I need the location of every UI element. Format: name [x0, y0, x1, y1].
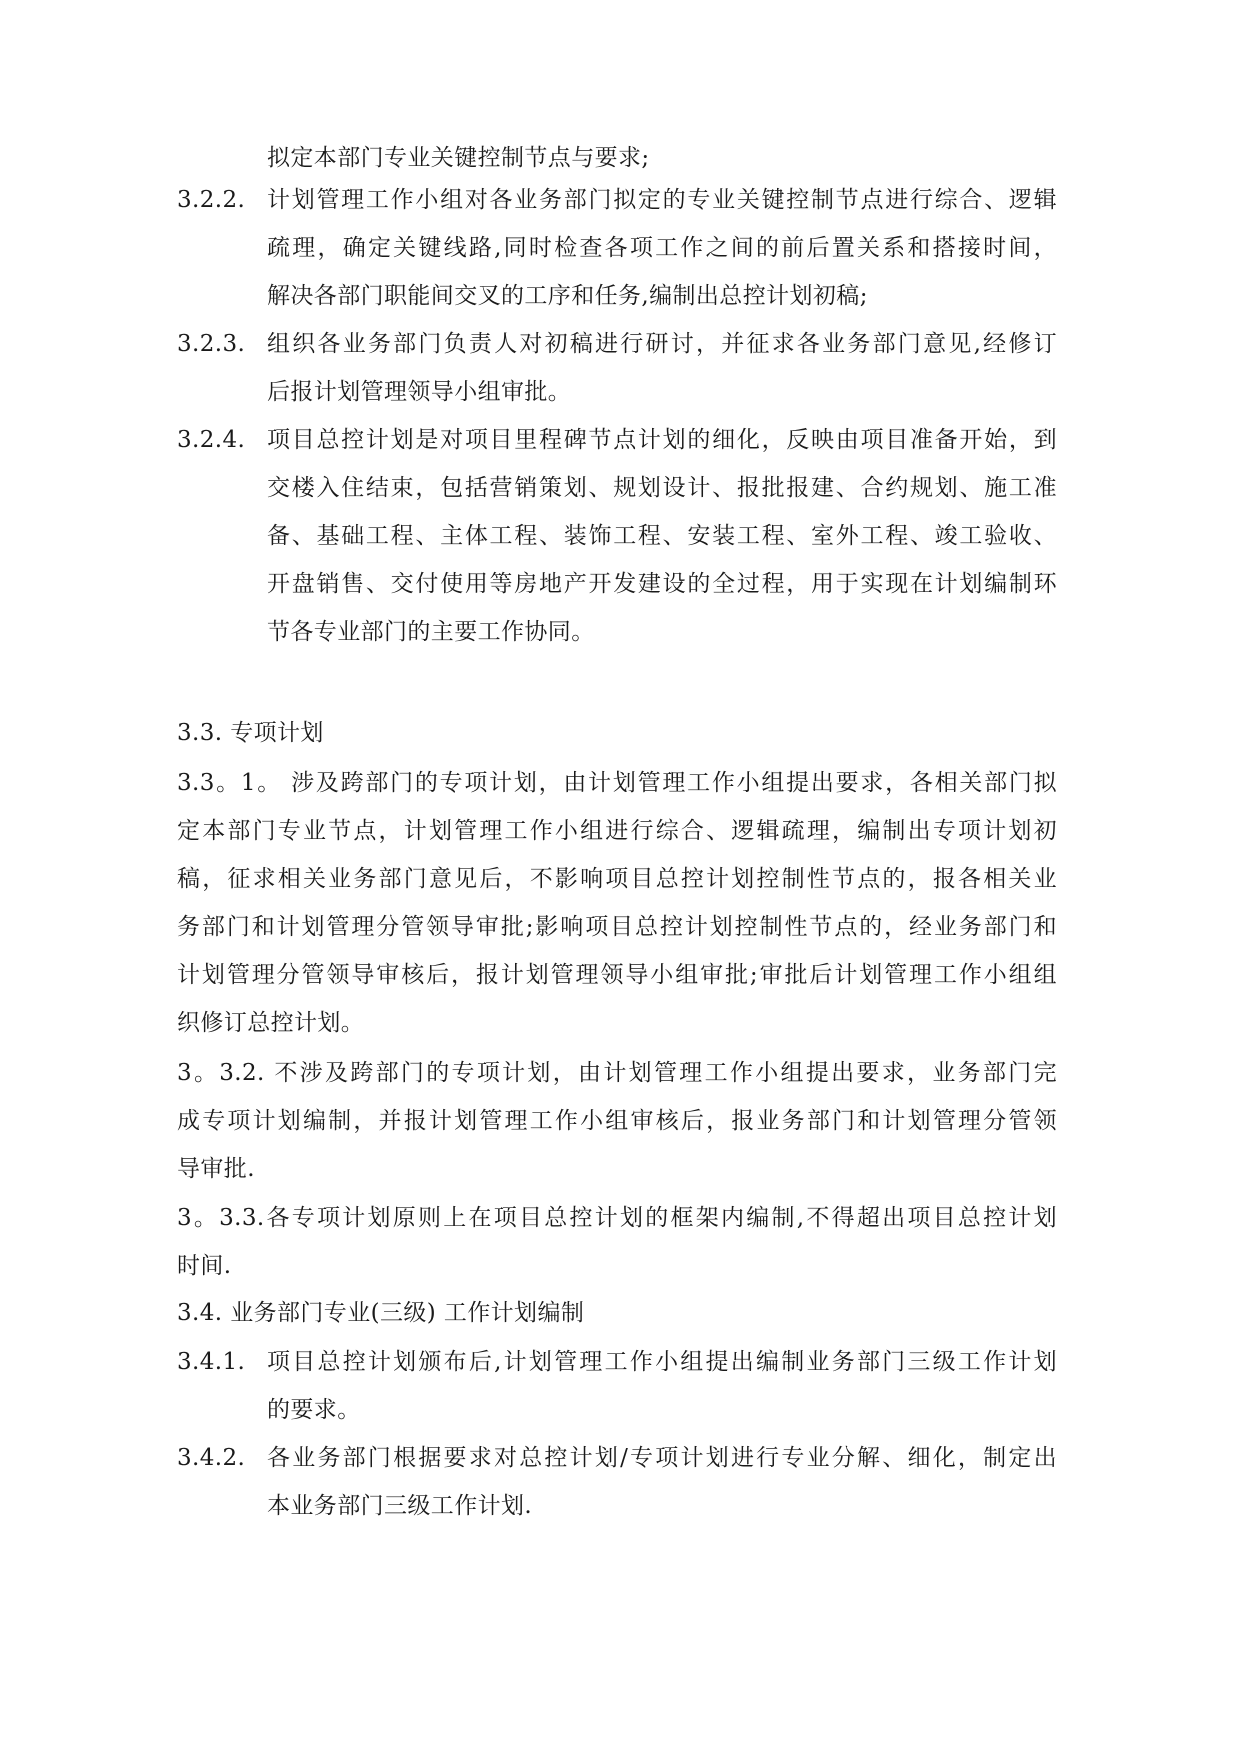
paragraph-line: 3.3。1。 涉及跨部门的专项计划，由计划管理工作小组提出要求，各相关部门拟: [177, 770, 1057, 796]
paragraph-line: 3。3.3.各专项计划原则上在项目总控计划的框架内编制,不得超出项目总控计划: [177, 1205, 1057, 1231]
paragraph-line: 导审批.: [177, 1156, 255, 1182]
paragraph-line: 节各专业部门的主要工作协同。: [267, 619, 595, 645]
paragraph-line: 成专项计划编制，并报计划管理工作小组审核后，报业务部门和计划管理分管领: [177, 1108, 1057, 1134]
paragraph-line: 织修订总控计划。: [177, 1010, 365, 1036]
paragraph-line: 项目总控计划是对项目里程碑节点计划的细化，反映由项目准备开始，到: [267, 427, 1057, 453]
paragraph-line: 交楼入住结束，包括营销策划、规划设计、报批报建、合约规划、施工准: [267, 475, 1057, 501]
item-number: 3.2.3.: [177, 331, 246, 357]
paragraph-line: 后报计划管理领导小组审批。: [267, 379, 572, 405]
paragraph-line: 计划管理工作小组对各业务部门拟定的专业关键控制节点进行综合、逻辑: [267, 187, 1057, 213]
item-number: 3.2.2.: [177, 187, 246, 213]
paragraph-line: 开盘销售、交付使用等房地产开发建设的全过程，用于实现在计划编制环: [267, 571, 1057, 597]
paragraph-line: 备、基础工程、主体工程、装饰工程、安装工程、室外工程、竣工验收、: [267, 523, 1057, 549]
paragraph-line: 的要求。: [267, 1397, 361, 1423]
paragraph-line: 计划管理分管领导审核后，报计划管理领导小组审批;审批后计划管理工作小组组: [177, 962, 1057, 988]
paragraph-line: 解决各部门职能间交叉的工序和任务,编制出总控计划初稿;: [267, 283, 868, 309]
section-heading: 3.3. 专项计划: [177, 720, 324, 746]
paragraph-line: 3。3.2. 不涉及跨部门的专项计划，由计划管理工作小组提出要求，业务部门完: [177, 1060, 1057, 1086]
paragraph-line: 务部门和计划管理分管领导审批;影响项目总控计划控制性节点的，经业务部门和: [177, 914, 1057, 940]
item-number: 3.4.2.: [177, 1445, 246, 1471]
section-heading: 3.4. 业务部门专业(三级) 工作计划编制: [177, 1300, 585, 1326]
item-number: 3.2.4.: [177, 427, 246, 453]
paragraph-line: 各业务部门根据要求对总控计划/专项计划进行专业分解、细化，制定出: [267, 1445, 1057, 1471]
paragraph-line: 本业务部门三级工作计划.: [267, 1493, 533, 1519]
paragraph-line: 项目总控计划颁布后,计划管理工作小组提出编制业务部门三级工作计划: [267, 1349, 1057, 1375]
paragraph-line: 稿，征求相关业务部门意见后，不影响项目总控计划控制性节点的，报各相关业: [177, 866, 1057, 892]
paragraph-line: 疏理，确定关键线路,同时检查各项工作之间的前后置关系和搭接时间，: [267, 235, 1057, 261]
paragraph-line: 拟定本部门专业关键控制节点与要求;: [267, 145, 650, 171]
paragraph-line: 时间.: [177, 1253, 232, 1279]
paragraph-line: 定本部门专业节点，计划管理工作小组进行综合、逻辑疏理，编制出专项计划初: [177, 818, 1057, 844]
item-number: 3.4.1.: [177, 1349, 246, 1375]
paragraph-line: 组织各业务部门负责人对初稿进行研讨，并征求各业务部门意见,经修订: [267, 331, 1057, 357]
